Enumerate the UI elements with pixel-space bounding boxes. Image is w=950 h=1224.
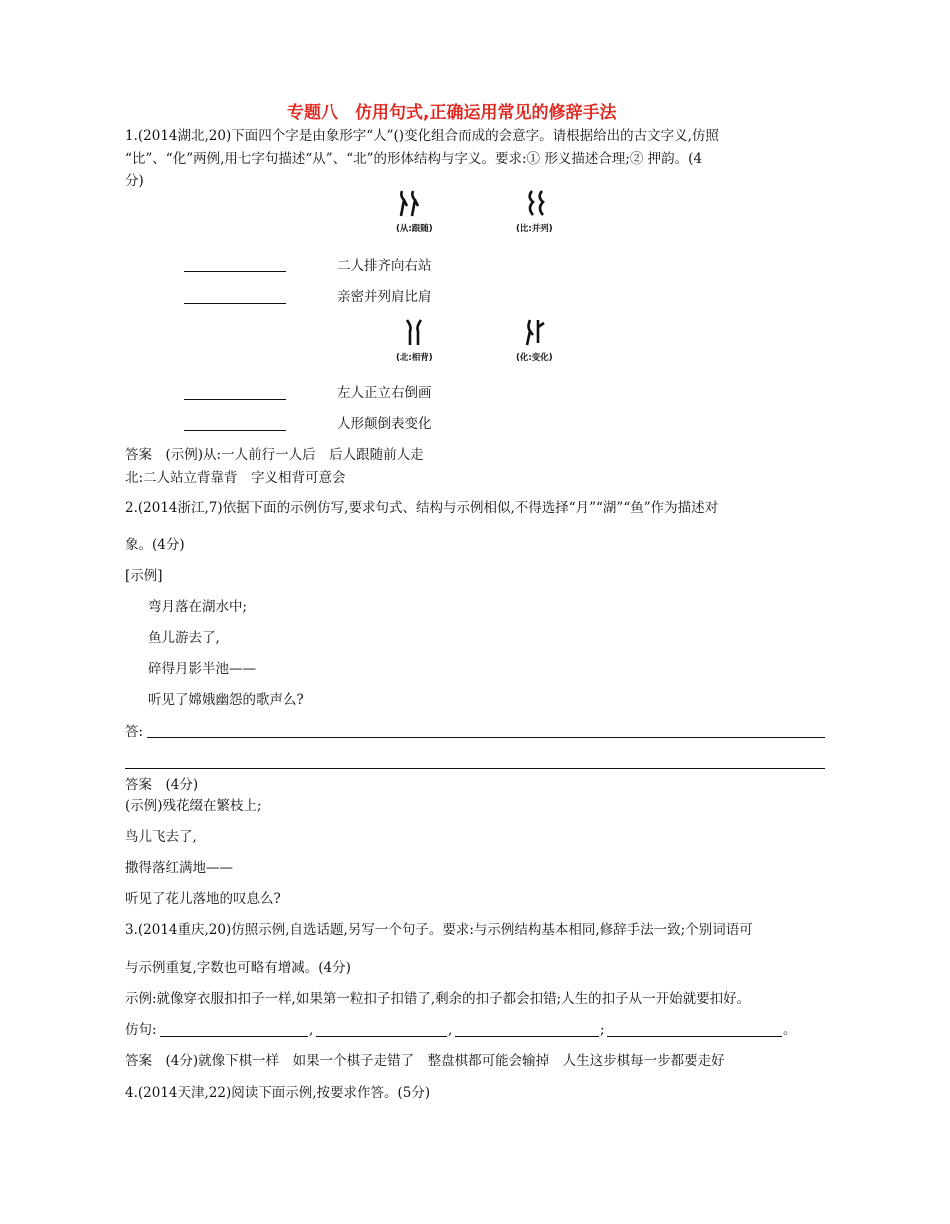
q1-blank-3[interactable] <box>184 399 286 400</box>
q1-stem-line3: 分) <box>125 173 144 189</box>
q1-row-4: 人形颠倒表变化 <box>337 416 432 432</box>
page-title: 专题八 仿用句式,正确运用常见的修辞手法 <box>287 103 617 123</box>
q1-stem-line2: “比”、“化”两例,用七字句描述“从”、“北”的形体结构与字义。要求:① 形义描述合理;② 押韵。(4 <box>125 151 703 167</box>
q2-answer-line4: 听见了花儿落地的叹息么? <box>125 891 281 907</box>
q3-blank-1[interactable] <box>160 1036 308 1037</box>
glyph-caption-hua: (化:变化) <box>516 353 553 363</box>
q2-answer-label: 答案 (4分) <box>125 777 199 793</box>
q1-blank-4[interactable] <box>184 430 286 431</box>
q1-blank-1[interactable] <box>184 271 286 272</box>
q3-blank-3[interactable] <box>455 1036 599 1037</box>
q3-answer: 答案 (4分)就像下棋一样 如果一个棋子走错了 整盘棋都可能会输掉 人生这步棋每一步都要走好 <box>125 1053 725 1069</box>
q3-stem-line1: 3.(2014重庆,20)仿照示例,自选话题,另写一个句子。要求:与示例结构基本相同,修辞手法一致;个别词语可 <box>125 922 753 938</box>
ancient-bi-glyph <box>523 188 547 218</box>
q3-blank-2[interactable] <box>316 1036 447 1037</box>
q1-stem-line1: 1.(2014湖北,20)下面四个字是由象形字“人”()变化组合而成的会意字。请根据给出的古文字义,仿照 <box>125 128 719 144</box>
ancient-cong-glyph <box>398 188 422 218</box>
q1-answer-line2: 北:二人站立背靠背 字义相背可意会 <box>125 470 346 486</box>
q2-answer-line-1[interactable] <box>147 737 825 738</box>
q3-imitate-label: 仿句: <box>125 1022 157 1038</box>
q2-answer-prompt: 答: <box>125 724 144 740</box>
q2-answer-line3: 撒得落红满地—— <box>125 860 233 876</box>
q2-example-line3: 碎得月影半池—— <box>148 661 256 677</box>
q1-row-3: 左人正立右倒画 <box>337 385 432 401</box>
glyph-caption-bei: (北:相背) <box>396 353 433 363</box>
q4-stem-line1: 4.(2014天津,22)阅读下面示例,按要求作答。(5分) <box>125 1085 431 1101</box>
q2-answer-line2: 鸟儿飞去了, <box>125 829 197 845</box>
q1-row-2: 亲密并列肩比肩 <box>337 289 432 305</box>
q3-stem-line2: 与示例重复,字数也可略有增减。(4分) <box>125 960 351 976</box>
q2-example-line4: 听见了嫦娥幽怨的歌声么? <box>148 692 304 708</box>
q3-end: 。 <box>783 1022 797 1038</box>
q2-answer-line1: (示例)残花缀在繁枝上; <box>125 798 262 814</box>
q1-answer-line1: 答案 (示例)从:一人前行一人后 后人跟随前人走 <box>125 447 424 463</box>
q2-stem-line1: 2.(2014浙江,7)依据下面的示例仿写,要求句式、结构与示例相似,不得选择“月”“湖”“鱼”作为描述对 <box>125 500 719 516</box>
q3-blank-4[interactable] <box>607 1036 782 1037</box>
q2-example-label: [示例] <box>125 568 163 584</box>
q3-sep-2: , <box>448 1022 453 1038</box>
ancient-hua-glyph <box>523 317 547 347</box>
glyph-caption-bi: (比:并列) <box>516 224 553 234</box>
q2-example-line1: 弯月落在湖水中; <box>148 599 248 615</box>
q1-blank-2[interactable] <box>184 303 286 304</box>
q1-row-1: 二人排齐向右站 <box>337 258 432 274</box>
q3-sep-3: ; <box>600 1022 605 1038</box>
q2-example-line2: 鱼儿游去了, <box>148 630 220 646</box>
q3-sep-1: , <box>309 1022 314 1038</box>
glyph-caption-cong: (从:跟随) <box>396 224 433 234</box>
q2-stem-line2: 象。(4分) <box>125 537 185 553</box>
q2-answer-line-2[interactable] <box>125 768 825 769</box>
q3-example: 示例:就像穿衣服扣扣子一样,如果第一粒扣子扣错了,剩余的扣子都会扣错;人生的扣子从一开始就要扣好。 <box>125 991 751 1007</box>
ancient-bei-glyph <box>402 317 426 347</box>
